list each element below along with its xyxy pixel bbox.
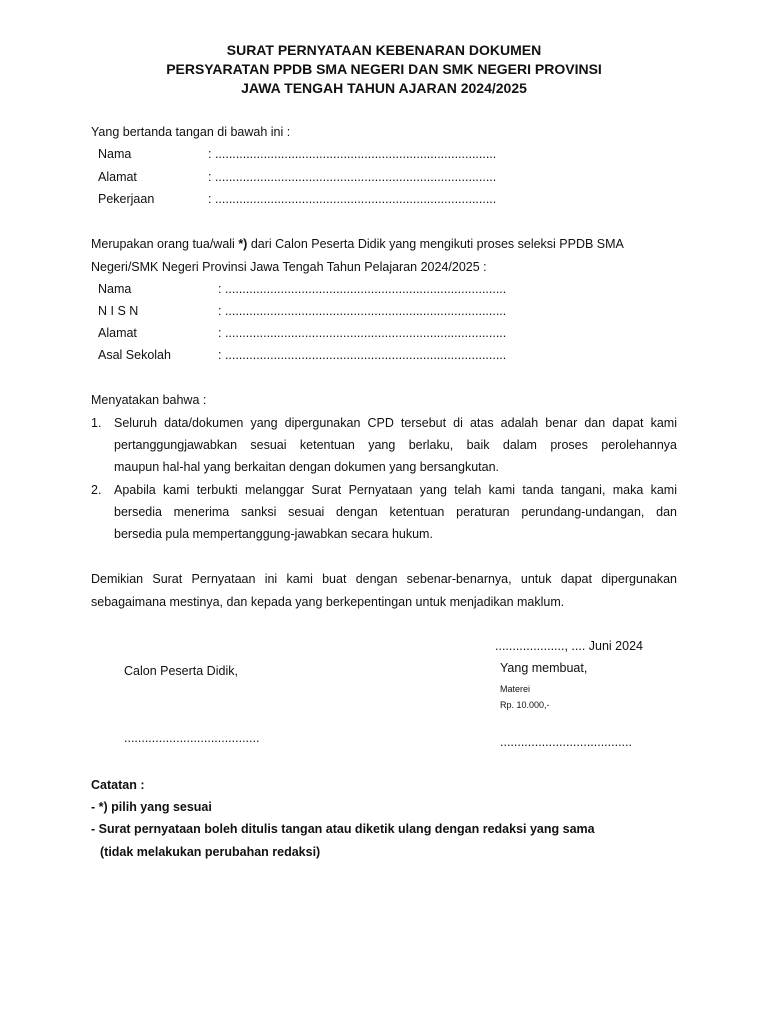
signature-left-label: Calon Peserta Didik, xyxy=(124,664,238,678)
point-2-number: 2. xyxy=(91,483,102,497)
statement-text-a: Merupakan orang tua/wali xyxy=(91,237,239,251)
point-2-line-2: bersedia menerima sanksi sesuai dengan ketentuan peraturan perundang-undangan, dan xyxy=(114,505,677,519)
stamp-label: Materei xyxy=(500,684,531,694)
statement-line-1 xyxy=(91,237,624,251)
student-school-label: Asal Sekolah xyxy=(98,348,171,362)
notes-title: Catatan : xyxy=(91,778,145,792)
parent-address-field: : ................................................................................. xyxy=(208,170,497,184)
student-name-label: Nama xyxy=(98,282,132,296)
signature-left-line: ....................................... xyxy=(124,731,260,745)
closing-line-2: sebagaimana mestinya, dan kepada yang berkepentingan untuk menjadikan maklum. xyxy=(91,595,565,609)
student-school-field: : ................................................................................. xyxy=(218,348,507,362)
signature-right-label: Yang membuat, xyxy=(500,661,588,675)
intro-text: Yang bertanda tangan di bawah ini : xyxy=(91,125,291,139)
parent-name-label: Nama xyxy=(98,147,132,161)
student-nisn-label: N I S N xyxy=(98,304,139,318)
student-address-label: Alamat xyxy=(98,326,137,340)
stamp-value: Rp. 10.000,- xyxy=(500,700,550,710)
parent-address-label: Alamat xyxy=(98,170,137,184)
statement-footnote-mark: *) xyxy=(238,237,248,251)
statement-text-c: dari Calon Peserta Didik yang mengikuti proses seleksi PPDB SMA xyxy=(247,237,624,251)
document-title-line-1: SURAT PERNYATAAN KEBENARAN DOKUMEN xyxy=(226,42,542,58)
student-name-field: : ................................................................................. xyxy=(218,282,507,296)
signature-place-date: ...................., .... Juni 2024 xyxy=(495,639,643,653)
note-item-3: (tidak melakukan perubahan redaksi) xyxy=(100,845,321,859)
point-2-line-3: bersedia pula mempertanggung-jawabkan secara hukum. xyxy=(114,527,433,541)
point-1-line-3: maupun hal-hal yang berkaitan dengan dokumen yang bersangkutan. xyxy=(114,460,499,474)
point-1-line-2: pertanggungjawabkan sesuai ketentuan yang berlaku, baik dalam proses perolehannya xyxy=(114,438,677,452)
point-1-line-1: Seluruh data/dokumen yang dipergunakan CPD tersebut di atas adalah benar dan dapat kami xyxy=(114,416,677,430)
declares-heading: Menyatakan bahwa : xyxy=(91,393,207,407)
student-nisn-field: : ................................................................................. xyxy=(218,304,507,318)
point-1-number: 1. xyxy=(91,416,102,430)
parent-name-field: : ................................................................................. xyxy=(208,147,497,161)
point-2-line-1: Apabila kami terbukti melanggar Surat Pernyataan yang telah kami tanda tangani, maka kami xyxy=(114,483,677,497)
document-title-line-3: JAWA TENGAH TAHUN AJARAN 2024/2025 xyxy=(241,80,527,96)
parent-job-field: : ................................................................................. xyxy=(208,192,497,206)
note-item-1: - *) pilih yang sesuai xyxy=(91,800,212,814)
signature-right-line: ...................................... xyxy=(500,735,632,749)
note-item-2: - Surat pernyataan boleh ditulis tangan atau diketik ulang dengan redaksi yang sama xyxy=(91,822,595,836)
statement-line-2: Negeri/SMK Negeri Provinsi Jawa Tengah Tahun Pelajaran 2024/2025 : xyxy=(91,260,487,274)
parent-job-label: Pekerjaan xyxy=(98,192,155,206)
document-title-line-2: PERSYARATAN PPDB SMA NEGERI DAN SMK NEGERI PROVINSI xyxy=(166,61,602,77)
closing-line-1: Demikian Surat Pernyataan ini kami buat dengan sebenar-benarnya, untuk dapat dipergunakan xyxy=(91,572,677,586)
student-address-field: : ................................................................................. xyxy=(218,326,507,340)
